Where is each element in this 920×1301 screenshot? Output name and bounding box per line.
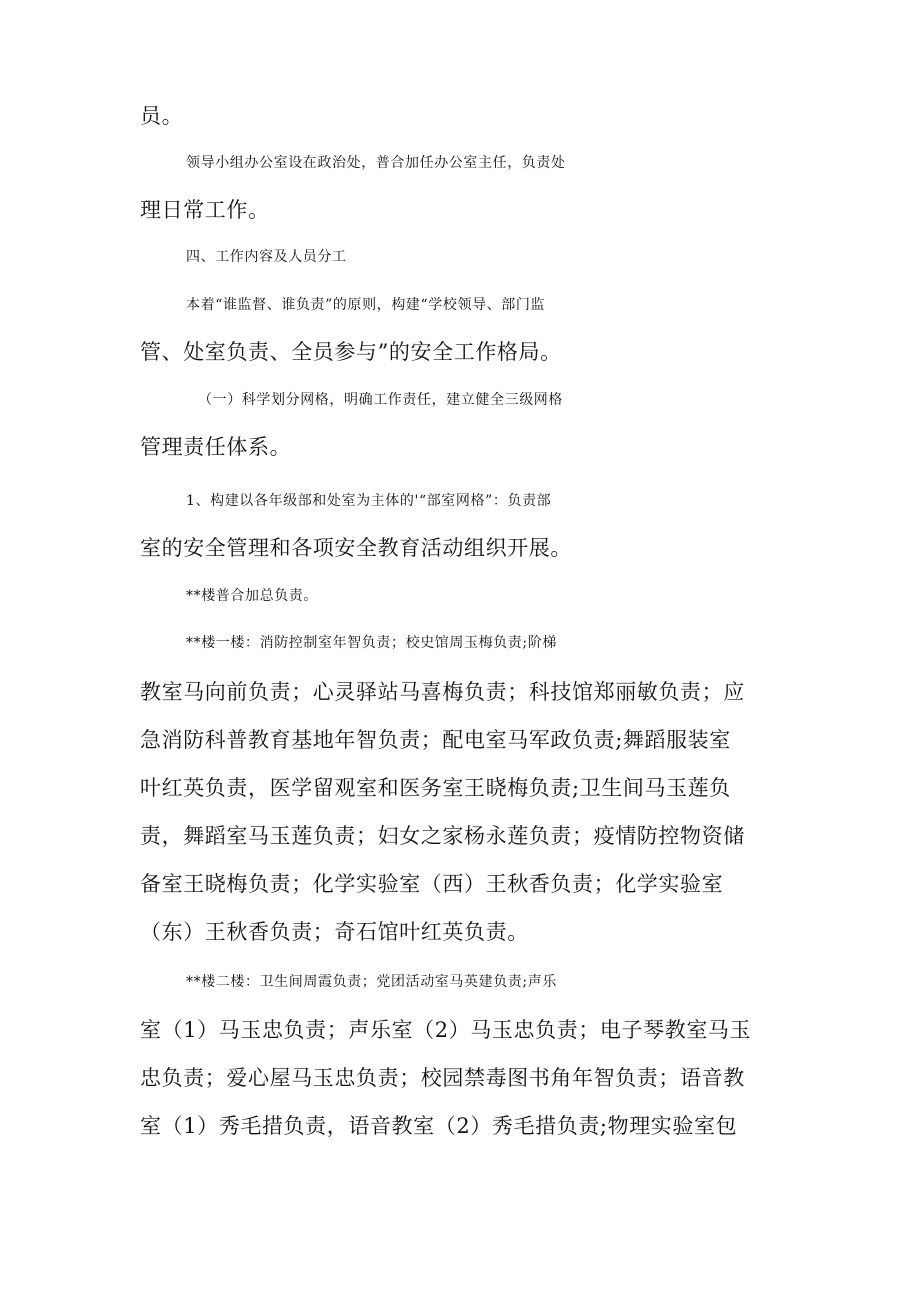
text-line: 管理责任体系。 [140,435,292,459]
text-line: 责，舞蹈室马玉莲负责；妇女之家杨永莲负责；疫情防控物资储 [140,824,745,848]
text-line: 管、处室负责、全员参与”的安全工作格局。 [140,340,562,364]
text-line: 急消防科普教育基地年智负责；配电室马军政负责;舞蹈服装室 [140,728,731,752]
text-line: 理日常工作。 [140,198,270,222]
text-line: 叶红英负责，医学留观室和医务室王晓梅负责;卫生间马玉莲负 [140,776,731,800]
text-line: 备室王晓梅负责；化学实验室（西）王秋香负责；化学实验室 [140,872,724,896]
subsection-heading: （一）科学划分网格，明确工作责任，建立健全三级网格 [198,392,563,408]
text-line: **楼一楼：消防控制室年智负责；校史馆周玉梅负责;阶梯 [186,635,557,651]
section-heading: 四、工作内容及人员分工 [186,249,347,265]
text-line: 忠负责；爱心屋马玉忠负责；校园禁毒图书角年智负责；语音教 [140,1066,745,1090]
text-line: 室（1）马玉忠负责；声乐室（2）马玉忠负责；电子琴教室马玉 [140,1018,752,1042]
text-line: 员。 [140,104,184,128]
text-line: 室的安全管理和各项安全教育活动组织开展。 [140,536,572,560]
text-line: 本着“谁监督、谁负责”的原则，构建“学校领导、部门监 [186,297,546,313]
text-line: **楼普合加总负责。 [186,588,318,604]
text-line: 室（1）秀毛措负责，语音教室（2）秀毛措负责;物理实验室包 [140,1114,738,1138]
text-line: 教室马向前负责；心灵驿站马喜梅负责；科技馆郑丽敏负责；应 [140,680,745,704]
text-line: **楼二楼：卫生间周霞负责；党团活动室马英建负责;声乐 [186,974,557,990]
text-line: 领导小组办公室设在政治处，普合加任办公室主任，负责处 [186,155,566,171]
text-line: 1、构建以各年级部和处室为主体的'“部室网格”：负责部 [186,493,552,509]
text-line: （东）王秋香负责；奇石馆叶红英负责。 [140,920,529,944]
